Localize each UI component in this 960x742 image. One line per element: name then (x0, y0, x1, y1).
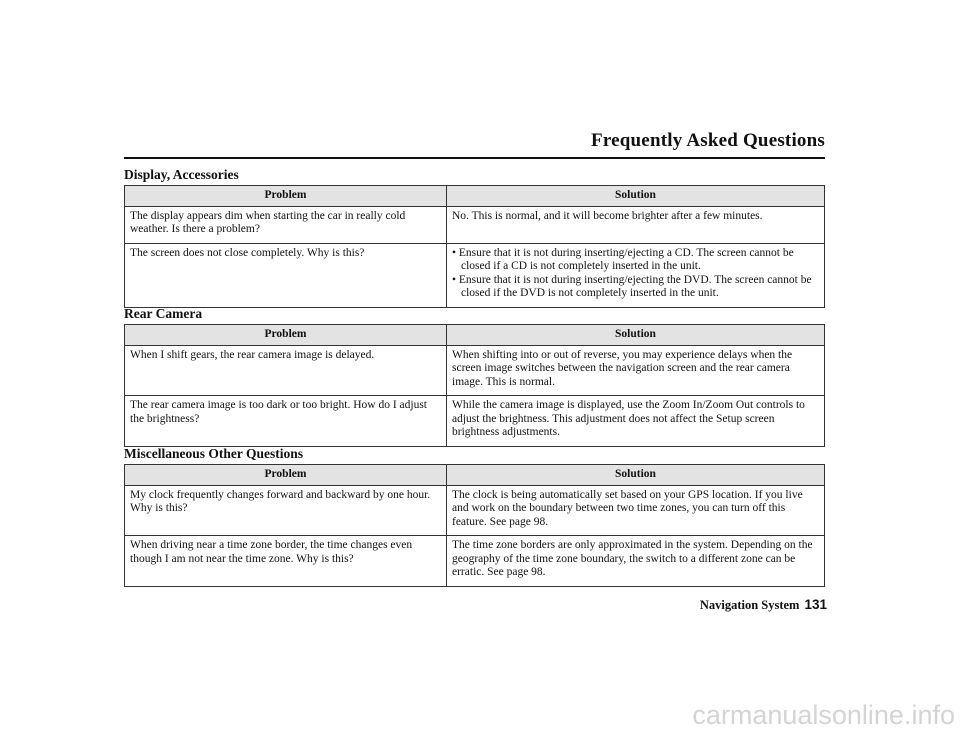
problem-cell: My clock frequently changes forward and backward by one hour. Why is this? (125, 485, 447, 536)
watermark: carmanualsonline.info (692, 700, 955, 730)
section-heading-display-accessories: Display, Accessories (124, 167, 239, 182)
table-row (125, 345, 825, 396)
solution-cell: No. This is normal, and it will become brighter after a few minutes. (447, 206, 825, 243)
page-footer (0, 597, 827, 613)
bullet-item: • Ensure that it is not during inserting/ejecting a CD. The screen cannot be closed if a CD is not completely inserted in the unit. (452, 246, 794, 272)
table-header-row (125, 325, 825, 346)
column-header-solution: Solution (447, 465, 825, 486)
section-heading-rear-camera: Rear Camera (124, 306, 203, 321)
faq-table-miscellaneous (124, 464, 825, 587)
table-row (125, 485, 825, 536)
problem-cell: The screen does not close completely. Why is this? (125, 243, 447, 307)
solution-cell: While the camera image is displayed, use the Zoom In/Zoom Out controls to adjust the brightness. This adjustment does not affect the Setup screen brightness adjustments. (447, 396, 825, 447)
solution-cell: When shifting into or out of reverse, you may experience delays when the screen image switches between the navigation screen and the rear camera image. This is normal. (447, 345, 825, 396)
page-title: Frequently Asked Questions (591, 130, 825, 151)
title-divider (124, 157, 825, 159)
column-header-problem: Problem (125, 186, 447, 207)
problem-cell: When I shift gears, the rear camera image is delayed. (125, 345, 447, 396)
table-row (125, 396, 825, 447)
column-header-problem: Problem (125, 325, 447, 346)
bullet-item: • Ensure that it is not during inserting/ejecting the DVD. The screen cannot be closed if the DVD is not completely inserted in the unit. (452, 273, 812, 299)
solution-cell (447, 243, 825, 307)
column-header-solution: Solution (447, 325, 825, 346)
section-heading-miscellaneous: Miscellaneous Other Questions (124, 446, 304, 461)
problem-cell: The rear camera image is too dark or too bright. How do I adjust the brightness? (125, 396, 447, 447)
solution-cell: The time zone borders are only approximated in the system. Depending on the geography of the time zone boundary, the switch to a different zone can be erratic. See page 98. (447, 536, 825, 587)
table-header-row (125, 186, 825, 207)
solution-bullet-list (452, 247, 819, 301)
page-number: 131 (804, 597, 827, 612)
problem-cell: When driving near a time zone border, the time changes even though I am not near the time zone. Why is this? (125, 536, 447, 587)
faq-table-display-accessories (124, 185, 825, 308)
table-row (125, 206, 825, 243)
table-row (125, 536, 825, 587)
table-header-row (125, 465, 825, 486)
problem-cell: The display appears dim when starting the car in really cold weather. Is there a problem? (125, 206, 447, 243)
column-header-solution: Solution (447, 186, 825, 207)
column-header-problem: Problem (125, 465, 447, 486)
table-row (125, 243, 825, 307)
footer-label: Navigation System (699, 598, 800, 612)
solution-cell: The clock is being automatically set based on your GPS location. If you live and work on the boundary between two time zones, you can turn off this feature. See page 98. (447, 485, 825, 536)
faq-table-rear-camera (124, 324, 825, 447)
